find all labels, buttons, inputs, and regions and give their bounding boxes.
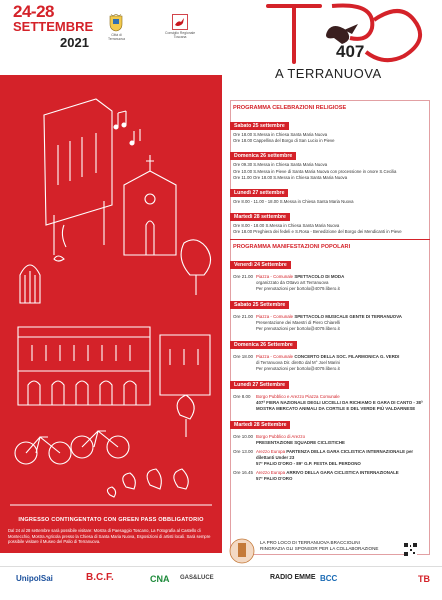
event-title: CONCERTO DELLA SOC. FILARMONICA G. VERDI [294, 353, 400, 359]
event-location: Arezzo Europa [256, 469, 286, 475]
comune-crest: Città di Terranuova [108, 14, 125, 41]
event-time: Ore 18.00 [233, 353, 254, 359]
mass-line: Ore 18.00 Preghiera dei fedeli e S.Rosa - Benedizione del Borgo dei Mendicanti in Pieve [233, 229, 402, 235]
event-year: 2021 [60, 35, 89, 50]
mass-line: Ore 18.00 S.Messa in Chiesa Santa Maria Nuova [233, 132, 328, 137]
event-item [230, 449, 430, 467]
event-item [230, 470, 430, 482]
event-location: Piazza - Comunale [256, 273, 294, 279]
event-extra: Presentazione dei Maestri di Piero Chiarelli Per prenotazioni per bortolo@4079.libero.it [256, 319, 340, 331]
event-month: SETTEMBRE [13, 19, 94, 34]
mass-line: Ore 18.00 Cappellina del Borgo di San Lucio in Pieve [233, 138, 335, 144]
sponsor-tb: TB [418, 574, 430, 584]
sponsor-cna: CNA [150, 574, 170, 584]
event-day [230, 373, 430, 412]
event-item [230, 274, 430, 292]
sponsor-bcc: BCC [320, 574, 338, 583]
mass-line: Ore 10.00 S.Messa in Pieve di Santa Maria Nuova con processione in onore S.Cecilia [233, 168, 397, 174]
crest-icon [109, 14, 123, 32]
day-label: Martedì 28 Settembre [230, 421, 290, 429]
tree-icon [181, 240, 210, 275]
mass-line: Ore 11.00 Ore 18.00 S.Messa in Chiesa Santa Maria Nuova [233, 174, 348, 180]
religious-day [230, 181, 430, 205]
day-label: Sabato 25 settembre [230, 122, 289, 130]
event-location: Borgo Pubblico di Arezzo [256, 433, 306, 439]
event-title: PRESENTAZIONE SQUADRE CICLISTICHE [256, 439, 345, 445]
day-label: Domenica 26 Settembre [230, 341, 297, 349]
chicken-icon [123, 473, 136, 489]
day-label: Venerdì 24 Settembre [230, 261, 291, 269]
event-location: Arezzo Europa [256, 448, 286, 454]
pegasus-icon [172, 14, 188, 30]
event-item [230, 314, 430, 332]
event-title: ARRIVO DELLA GARA CICLISTICA INTERNAZIONALE [286, 469, 399, 475]
event-time: Ore 8.00 [233, 393, 251, 399]
regione-crest: Consiglio Regionale Toscana [165, 14, 195, 39]
event-item [230, 434, 430, 446]
event-title: PARTENZA DELLA GARA CICLISTICA INTERNAZIONALE per dilettanti Under 23 [256, 448, 414, 460]
religious-day [230, 114, 430, 144]
event-item [230, 394, 430, 412]
event-time: Ore 10.00 [233, 433, 254, 439]
event-extra: organizzato da Ottavo art Terranuova Per prenotazioni per bortolo@4079.libero.it [256, 279, 340, 291]
pro-loco-thanks [260, 540, 378, 552]
event-day [230, 413, 430, 482]
exhibitions-notice: Dal 24 al 28 settembre sarà possibile visitare: Mostra di Paesaggio Toscano, La Fotografia al Castello di Montecchio, Mostra Agricola presso la Chiesa di Santa Maria Nuova, Esposizioni di artisti locali. Sarà sempre possibile visitare il Museo del Palio di Terranuova. [8, 527, 211, 545]
qr-code-icon[interactable] [404, 543, 417, 556]
day-label: Lunedì 27 Settembre [230, 381, 289, 389]
tree-icon [177, 395, 194, 419]
day-label: Domenica 26 settembre [230, 152, 296, 160]
event-extra: di Terranuova Dir. diretto dal M° Joel Marini Per prenotazioni per bortolo@4079.libero.it [256, 359, 340, 371]
sponsor-bcf: B.C.F. [86, 572, 114, 583]
event-title: SPETTACOLO MUSICALE GENTE DI TERRANUOVA [294, 313, 402, 319]
day-label: Lunedì 27 settembre [230, 189, 288, 197]
mass-line: Ore 8.00 - 11.00 - 18.00 S.Messa in Chiesa Santa Maria Nuova [233, 199, 354, 205]
tower-icon [44, 99, 112, 225]
event-day [230, 293, 430, 332]
day-label: Sabato 25 Settembre [230, 301, 289, 309]
event-day [230, 333, 430, 372]
religious-day [230, 205, 430, 235]
pro-loco-line1: LA PRO LOCO DI TERRANUOVA BRACCIOLINI [260, 540, 360, 545]
town-illustration [0, 75, 222, 553]
chicken-icon [147, 469, 161, 489]
logo-place: A TERRANUOVA [275, 66, 382, 81]
sponsor-gas: GAS&LUCE [180, 575, 214, 581]
left-footer [8, 517, 214, 545]
event-time: Ore 16.45 [233, 469, 254, 475]
religious-title: PROGRAMMA CELEBRAZIONI RELIGIOSE [233, 105, 347, 111]
green-pass-notice: INGRESSO CONTINGENTATO CON GREEN PASS OBBLIGATORIO [18, 516, 204, 523]
music-note-icon [118, 111, 140, 143]
palace-icon [18, 327, 150, 405]
mass-line: Ore 09.30 S.Messa in Chiesa Santa Maria Nuova [233, 162, 328, 168]
event-extra: 57° PALIO D'ORO [256, 475, 293, 481]
sponsor-radio: RADIO EMME [270, 574, 316, 581]
events-title: PROGRAMMA MANIFESTAZIONI POPOLARI [233, 243, 351, 250]
event-day [230, 253, 430, 292]
event-time: Ore 21.00 [233, 273, 254, 279]
birdcage-icon [20, 265, 40, 303]
illustration-panel [0, 75, 222, 553]
event-location: Piazza - Comunale [256, 353, 294, 359]
logo-number: 407 [336, 42, 365, 61]
event-title: SPETTACOLO DI MODA [294, 273, 345, 279]
event-extra: 57° PALIO D'ORO - 89° G.P. FESTA DEL PERDONO [256, 460, 361, 466]
event-dates: 24-28 [13, 2, 54, 21]
sponsor-unipolsai: UnipolSai [16, 574, 53, 583]
bird-icon [54, 256, 64, 261]
event-location: Piazza - Comunale [256, 313, 294, 319]
mass-line: Ore 8.00 - 18.00 S.Messa in Chiesa Santa Maria Nuova [233, 223, 340, 229]
event-time: Ore 21.00 [233, 313, 254, 319]
event-item [230, 354, 430, 372]
sponsor-strip [0, 566, 442, 600]
pro-loco-line2: RINGRAZIA GLI SPONSOR PER LA COLLABORAZIONE [260, 546, 379, 551]
event-time: Ore 13.00 [233, 448, 254, 454]
chicken-icon [174, 469, 188, 489]
event-location: Borgo Pubblico e Arezzo Piazza Comunale [256, 393, 340, 399]
religious-day [230, 144, 430, 181]
church-icon [124, 171, 176, 255]
day-label: Martedì 28 settembre [230, 213, 290, 221]
section-divider [230, 239, 430, 240]
event-title: 407ª FIERA NAZIONALE DEGLI UCCELLI DA RICHIAMO E GARA DI CANTO - 38ª MOSTRA MERCATO ANIMALI DA CORTILE E DEL VERDE PIÙ VALDARNESE [256, 399, 423, 411]
program-column [230, 103, 430, 483]
